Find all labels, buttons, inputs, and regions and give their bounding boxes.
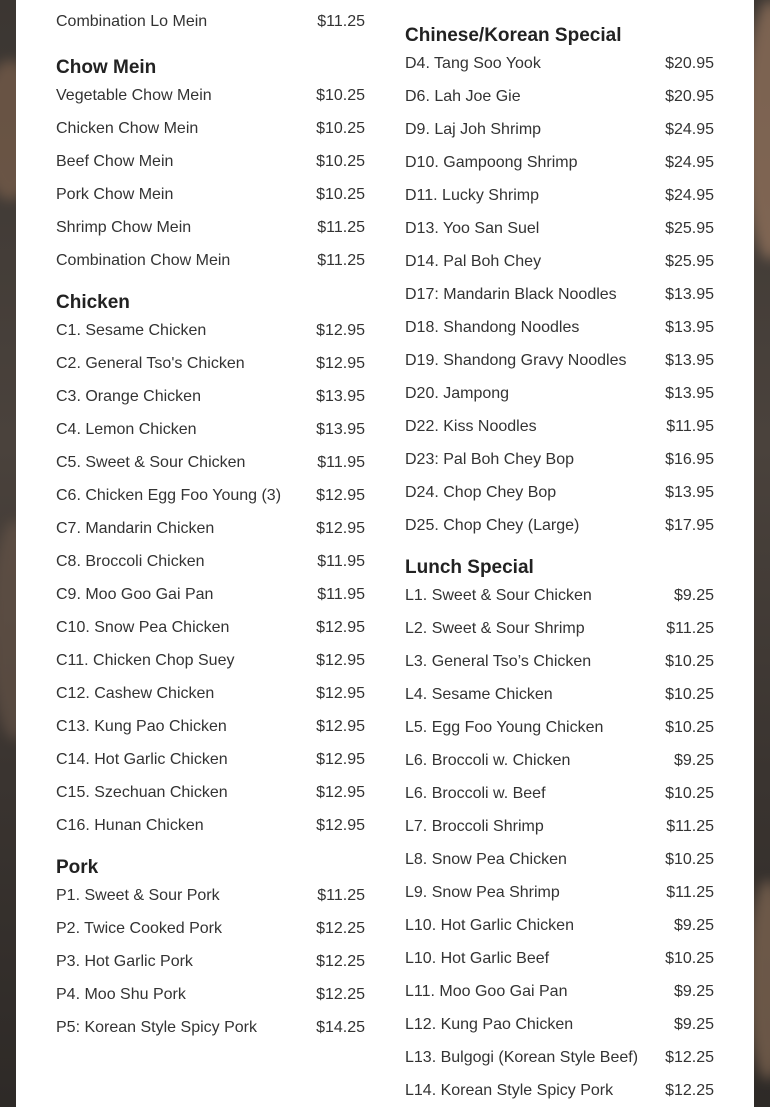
- menu-item: [405, 678, 714, 711]
- menu-item: [405, 876, 714, 909]
- menu-item-name: L11. Moo Goo Gai Pan: [405, 983, 568, 1000]
- menu-item: [405, 377, 714, 410]
- menu-item: [405, 311, 714, 344]
- section-chicken: [56, 292, 365, 842]
- menu-item-name: D9. Laj Joh Shrimp: [405, 121, 542, 138]
- menu-item-name: L6. Broccoli w. Chicken: [405, 752, 571, 769]
- menu-item-name: C9. Moo Goo Gai Pan: [56, 586, 214, 603]
- menu-item: [56, 145, 365, 178]
- menu-item: [56, 677, 365, 710]
- menu-item-price: $11.95: [317, 553, 365, 570]
- menu-item: [405, 146, 714, 179]
- menu-item-name: C10. Snow Pea Chicken: [56, 619, 230, 636]
- menu-item-name: C13. Kung Pao Chicken: [56, 718, 227, 735]
- menu-item-name: D22. Kiss Noodles: [405, 418, 537, 435]
- menu-item: [56, 314, 365, 347]
- menu-item-name: D18. Shandong Noodles: [405, 319, 580, 336]
- menu-item-name: L8. Snow Pea Chicken: [405, 851, 567, 868]
- menu-item: [405, 443, 714, 476]
- menu-item: [56, 611, 365, 644]
- menu-item-price: $12.25: [665, 1049, 714, 1066]
- menu-item-name: L5. Egg Foo Young Chicken: [405, 719, 604, 736]
- menu-item-name: C7. Mandarin Chicken: [56, 520, 215, 537]
- menu-item-price: $20.95: [665, 55, 714, 72]
- menu-item-name: D6. Lah Joe Gie: [405, 88, 521, 105]
- menu-item-name: Pork Chow Mein: [56, 186, 174, 203]
- menu-item-name: L7. Broccoli Shrimp: [405, 818, 544, 835]
- menu-item-name: D4. Tang Soo Yook: [405, 55, 541, 72]
- menu-item-price: $12.95: [316, 685, 365, 702]
- menu-item-name: C14. Hot Garlic Chicken: [56, 751, 228, 768]
- menu-item: [405, 744, 714, 777]
- menu-item: [405, 278, 714, 311]
- menu-item: [405, 711, 714, 744]
- menu-item-price: $9.25: [673, 917, 714, 934]
- section-pork: [56, 857, 365, 1044]
- menu-column-left: [56, 5, 365, 1044]
- menu-item: [56, 446, 365, 479]
- menu-item: [405, 179, 714, 212]
- menu-item-price: $13.95: [665, 385, 714, 402]
- menu-item-price: $25.95: [665, 220, 714, 237]
- menu-item-price: $11.25: [317, 219, 365, 236]
- menu-item-name: P5: Korean Style Spicy Pork: [56, 1019, 257, 1036]
- menu-item: [56, 112, 365, 145]
- menu-item-price: $9.25: [673, 983, 714, 1000]
- menu-item-name: D23: Pal Boh Chey Bop: [405, 451, 574, 468]
- menu-item-name: P2. Twice Cooked Pork: [56, 920, 223, 937]
- menu-item-price: $14.25: [316, 1019, 365, 1036]
- menu-item-name: C15. Szechuan Chicken: [56, 784, 228, 801]
- menu-item: [405, 645, 714, 678]
- section-title: Lunch Special: [405, 557, 534, 578]
- menu-item: [405, 975, 714, 1008]
- menu-item-name: D25. Chop Chey (Large): [405, 517, 580, 534]
- menu-item: [56, 578, 365, 611]
- menu-item-price: $11.95: [317, 586, 365, 603]
- menu-item-price: $10.25: [316, 153, 365, 170]
- menu-item-name: D11. Lucky Shrimp: [405, 187, 539, 204]
- section-title: Chinese/Korean Special: [405, 25, 622, 46]
- menu-item-name: L10. Hot Garlic Chicken: [405, 917, 574, 934]
- menu-item: [56, 644, 365, 677]
- menu-item-price: $12.95: [316, 751, 365, 768]
- section-chinese-korean-special: [405, 25, 714, 542]
- menu-item-price: $10.25: [665, 785, 714, 802]
- menu-item: [56, 79, 365, 112]
- menu-item-price: $13.95: [665, 352, 714, 369]
- menu-item: [56, 512, 365, 545]
- section-title: Chicken: [56, 292, 130, 313]
- menu-item: [56, 380, 365, 413]
- menu-item-price: $10.25: [316, 87, 365, 104]
- menu-item: [56, 710, 365, 743]
- menu-item: [405, 909, 714, 942]
- menu-item-name: C16. Hunan Chicken: [56, 817, 204, 834]
- menu-item-name: L3. General Tso’s Chicken: [405, 653, 592, 670]
- menu-item: [56, 945, 365, 978]
- menu-item-name: C5. Sweet & Sour Chicken: [56, 454, 246, 471]
- menu-item-price: $9.25: [673, 752, 714, 769]
- menu-item: [405, 80, 714, 113]
- menu-item-price: $13.95: [665, 484, 714, 501]
- menu-item-price: $12.25: [316, 986, 365, 1003]
- menu-item-price: $12.95: [316, 322, 365, 339]
- menu-item-name: D14. Pal Boh Chey: [405, 253, 542, 270]
- menu-item: [405, 476, 714, 509]
- menu-item-price: $11.25: [666, 884, 714, 901]
- menu-item: [405, 612, 714, 645]
- menu-item: [405, 245, 714, 278]
- menu-item-price: $11.95: [666, 418, 714, 435]
- menu-item-price: $11.95: [317, 454, 365, 471]
- menu-item: [56, 5, 365, 38]
- menu-item: [405, 509, 714, 542]
- menu-item-price: $10.25: [316, 186, 365, 203]
- menu-item-price: $13.95: [316, 388, 365, 405]
- menu-item-name: C4. Lemon Chicken: [56, 421, 197, 438]
- menu-item: [405, 410, 714, 443]
- menu-item-price: $13.95: [665, 286, 714, 303]
- menu-item-price: $12.95: [316, 817, 365, 834]
- menu-item-name: C12. Cashew Chicken: [56, 685, 215, 702]
- menu-item-name: D24. Chop Chey Bop: [405, 484, 557, 501]
- menu-item-price: $9.25: [673, 587, 714, 604]
- menu-item: [56, 743, 365, 776]
- menu-item-price: $24.95: [665, 187, 714, 204]
- menu-item: [405, 1074, 714, 1107]
- menu-item: [56, 413, 365, 446]
- menu-item-price: $12.95: [316, 652, 365, 669]
- menu-item-name: Vegetable Chow Mein: [56, 87, 212, 104]
- menu-item: [56, 244, 365, 277]
- menu-item-price: $10.25: [665, 950, 714, 967]
- menu-item-name: C11. Chicken Chop Suey: [56, 652, 235, 669]
- menu-item-name: L10. Hot Garlic Beef: [405, 950, 550, 967]
- menu-item-price: $12.95: [316, 619, 365, 636]
- menu-item-name: C8. Broccoli Chicken: [56, 553, 205, 570]
- menu-item-name: P1. Sweet & Sour Pork: [56, 887, 220, 904]
- menu-item-name: L14. Korean Style Spicy Pork: [405, 1082, 614, 1099]
- menu-item-price: $12.95: [316, 487, 365, 504]
- menu-item: [56, 1011, 365, 1044]
- menu-item: [56, 912, 365, 945]
- menu-panel: [16, 0, 754, 1107]
- menu-column-right: [405, 25, 714, 1107]
- menu-item: [405, 1008, 714, 1041]
- menu-item: [56, 809, 365, 842]
- menu-item-price: $20.95: [665, 88, 714, 105]
- menu-item-name: Combination Lo Mein: [56, 13, 208, 30]
- menu-item-price: $12.25: [316, 953, 365, 970]
- menu-item-price: $10.25: [665, 653, 714, 670]
- menu-item-price: $12.95: [316, 784, 365, 801]
- menu-item: [56, 347, 365, 380]
- menu-item-price: $9.25: [673, 1016, 714, 1033]
- menu-item-price: $17.95: [665, 517, 714, 534]
- menu-item-price: $13.95: [665, 319, 714, 336]
- menu-item-name: D20. Jampong: [405, 385, 510, 402]
- menu-item: [405, 810, 714, 843]
- section-title: Pork: [56, 857, 99, 878]
- menu-item-name: C6. Chicken Egg Foo Young (3): [56, 487, 282, 504]
- menu-item-price: $10.25: [665, 686, 714, 703]
- menu-item-name: Combination Chow Mein: [56, 252, 231, 269]
- menu-item-name: D13. Yoo San Suel: [405, 220, 540, 237]
- menu-item-price: $10.25: [665, 851, 714, 868]
- menu-item-name: D17: Mandarin Black Noodles: [405, 286, 617, 303]
- menu-item: [405, 777, 714, 810]
- menu-item-price: $25.95: [665, 253, 714, 270]
- menu-item-name: D19. Shandong Gravy Noodles: [405, 352, 627, 369]
- menu-item-name: Beef Chow Mein: [56, 153, 174, 170]
- menu-item-name: L9. Snow Pea Shrimp: [405, 884, 560, 901]
- menu-item-name: P4. Moo Shu Pork: [56, 986, 186, 1003]
- menu-item-price: $11.25: [666, 620, 714, 637]
- menu-item-name: L2. Sweet & Sour Shrimp: [405, 620, 585, 637]
- menu-item-price: $11.25: [666, 818, 714, 835]
- menu-item-price: $11.25: [317, 13, 365, 30]
- menu-item-name: C1. Sesame Chicken: [56, 322, 207, 339]
- menu-item: [405, 47, 714, 80]
- menu-item-name: Chicken Chow Mein: [56, 120, 199, 137]
- menu-item: [405, 942, 714, 975]
- menu-item: [56, 211, 365, 244]
- menu-item-name: L1. Sweet & Sour Chicken: [405, 587, 592, 604]
- section-title: Chow Mein: [56, 57, 157, 78]
- menu-item: [405, 344, 714, 377]
- menu-item-price: $11.25: [317, 252, 365, 269]
- menu-item-price: $12.25: [665, 1082, 714, 1099]
- menu-item-price: $12.95: [316, 355, 365, 372]
- menu-item: [56, 776, 365, 809]
- menu-item-price: $12.95: [316, 718, 365, 735]
- menu-item-price: $11.25: [317, 887, 365, 904]
- menu-item-price: $24.95: [665, 121, 714, 138]
- menu-item: [405, 843, 714, 876]
- menu-item-name: L13. Bulgogi (Korean Style Beef): [405, 1049, 639, 1066]
- menu-item-price: $12.95: [316, 520, 365, 537]
- menu-item-price: $12.25: [316, 920, 365, 937]
- menu-item: [405, 579, 714, 612]
- menu-item: [56, 178, 365, 211]
- menu-item-price: $13.95: [316, 421, 365, 438]
- menu-item-price: $16.95: [665, 451, 714, 468]
- section-chow-mein: [56, 57, 365, 277]
- menu-item: [56, 978, 365, 1011]
- menu-item-name: L6. Broccoli w. Beef: [405, 785, 546, 802]
- menu-item-name: L12. Kung Pao Chicken: [405, 1016, 574, 1033]
- menu-item: [405, 113, 714, 146]
- menu-item: [56, 879, 365, 912]
- menu-item: [405, 212, 714, 245]
- menu-item-price: $10.25: [316, 120, 365, 137]
- menu-item-name: Shrimp Chow Mein: [56, 219, 192, 236]
- menu-item-name: C2. General Tso's Chicken: [56, 355, 245, 372]
- menu-item-name: P3. Hot Garlic Pork: [56, 953, 193, 970]
- menu-item-name: C3. Orange Chicken: [56, 388, 201, 405]
- menu-item-price: $10.25: [665, 719, 714, 736]
- menu-item-name: L4. Sesame Chicken: [405, 686, 553, 703]
- menu-item: [405, 1041, 714, 1074]
- menu-item-price: $24.95: [665, 154, 714, 171]
- section-lunch-special: [405, 557, 714, 1107]
- menu-item-name: D10. Gampoong Shrimp: [405, 154, 578, 171]
- menu-item: [56, 545, 365, 578]
- menu-item: [56, 479, 365, 512]
